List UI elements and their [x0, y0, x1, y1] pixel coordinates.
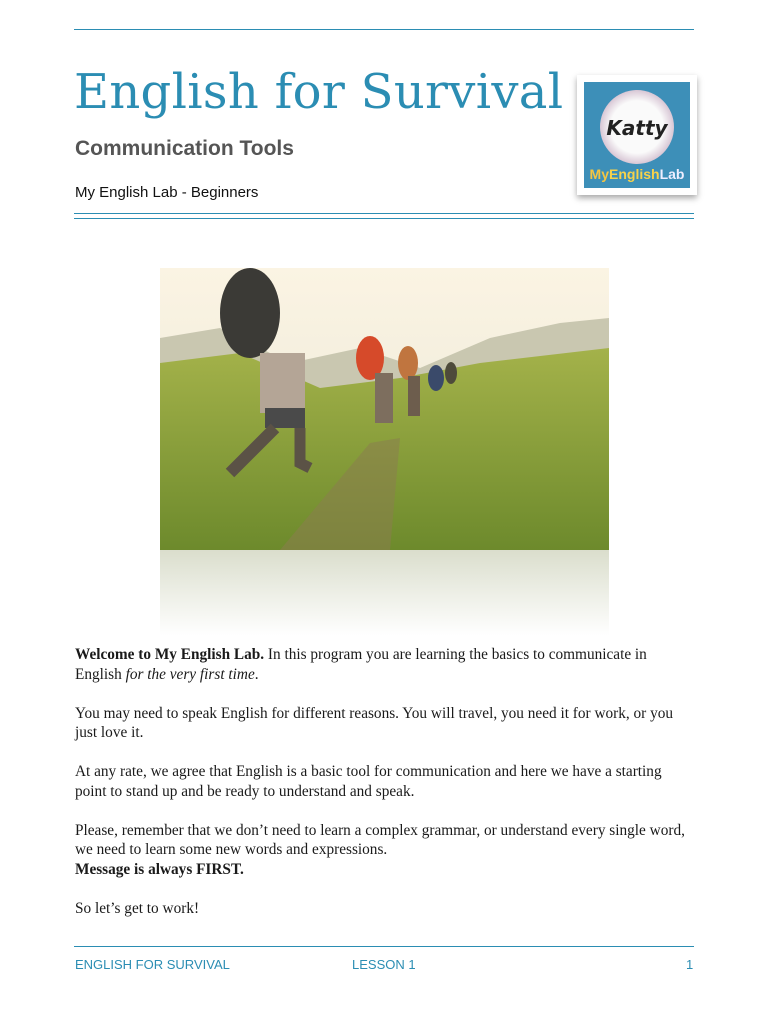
- reminder-text: Please, remember that we don’t need to learn a complex grammar, or understand every single word, we need to learn some new words and expressions.: [75, 821, 685, 858]
- paragraph-reminder: [75, 821, 695, 880]
- hikers-photo: [160, 268, 609, 550]
- logo-word-lab: Lab: [659, 166, 685, 182]
- welcome-end: .: [254, 665, 259, 683]
- header-rule-thin: [74, 218, 694, 219]
- logo-wordmark: [584, 166, 690, 182]
- photo-reflection: [160, 550, 609, 640]
- intro-text: [75, 645, 695, 938]
- page-title: English for Survival: [74, 64, 564, 120]
- footer-title: ENGLISH FOR SURVIVAL: [75, 957, 230, 972]
- welcome-emphasis: for the very first time: [125, 665, 255, 683]
- page-number: 1: [686, 957, 694, 972]
- paragraph-reasons: You may need to speak English for different reasons. You will travel, you need it for work, or you just love it.: [75, 704, 674, 741]
- page-subtitle: Communication Tools: [75, 137, 294, 160]
- paragraph-welcome: [75, 645, 695, 684]
- logo-badge: [600, 90, 674, 164]
- paragraph-tool: At any rate, we agree that English is a basic tool for communication and here we have a starting point to stand up and be ready to understand and speak.: [75, 763, 662, 800]
- welcome-text: In this program you are learning the basics to communicate in English: [75, 646, 647, 683]
- top-rule: [74, 29, 694, 30]
- footer-lesson: LESSON 1: [352, 957, 416, 972]
- welcome-heading: Welcome to My English Lab.: [75, 646, 265, 663]
- logo-background: [584, 82, 690, 188]
- message-first: Message is always FIRST.: [75, 860, 244, 878]
- footer-rule: [74, 946, 694, 947]
- series-label: My English Lab - Beginners: [75, 184, 259, 201]
- paragraph-closing: So let’s get to work!: [75, 899, 200, 917]
- myenglishlab-logo: [577, 75, 697, 195]
- logo-word-my: My: [589, 166, 609, 182]
- logo-word-english: English: [609, 166, 660, 182]
- header-rule: [74, 213, 694, 214]
- logo-badge-name: Katty: [606, 116, 668, 140]
